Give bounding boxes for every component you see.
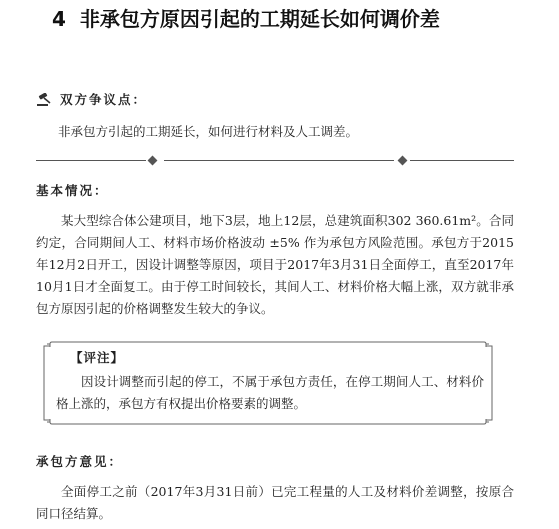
chapter-title-text: 非承包方原因引起的工期延长如何调价差 xyxy=(79,7,440,31)
chapter-number: 4 xyxy=(52,7,66,31)
comment-label: 【评注】 xyxy=(70,350,125,365)
dispute-heading-text: 双方争议点： xyxy=(60,92,148,107)
gavel-icon xyxy=(36,93,54,107)
dispute-text: 非承包方引起的工期延长，如何进行材料及人工调差。 xyxy=(58,124,359,139)
basic-text xyxy=(36,210,514,320)
ornamental-divider xyxy=(36,157,514,165)
contractor-paragraph: 全面停工之前（2017年3月31日前）已完工程量的人工及材料价差调整，按原合同口径结算。 xyxy=(36,484,514,521)
dispute-section-heading xyxy=(36,92,147,108)
contractor-text xyxy=(36,481,514,525)
chapter-title xyxy=(52,6,522,32)
contractor-section-heading: 承包方意见： xyxy=(36,454,124,469)
basic-paragraph: 某大型综合体公建项目，地下3层，地上12层，总建筑面积302 360.61m²。合同约定，合同期间人工、材料市场价格波动 ±5% 作为承包方风险范围。承包方于2015年12月2日开工，因设计调整等原因，项目于2017年3月31日全面停工，直至2017年10月1日才全面复工。由于停工时间较长，其间人工、材料价格大幅上涨，双方就非承包方原因引起的价格调整发生较大的争议。 xyxy=(36,213,514,316)
basic-section-heading: 基本情况： xyxy=(36,183,109,198)
comment-text: 因设计调整而引起的停工，不属于承包方责任，在停工期间人工、材料价格上涨的，承包方有权提出价格要素的调整。 xyxy=(56,374,484,411)
comment-box xyxy=(42,340,494,426)
